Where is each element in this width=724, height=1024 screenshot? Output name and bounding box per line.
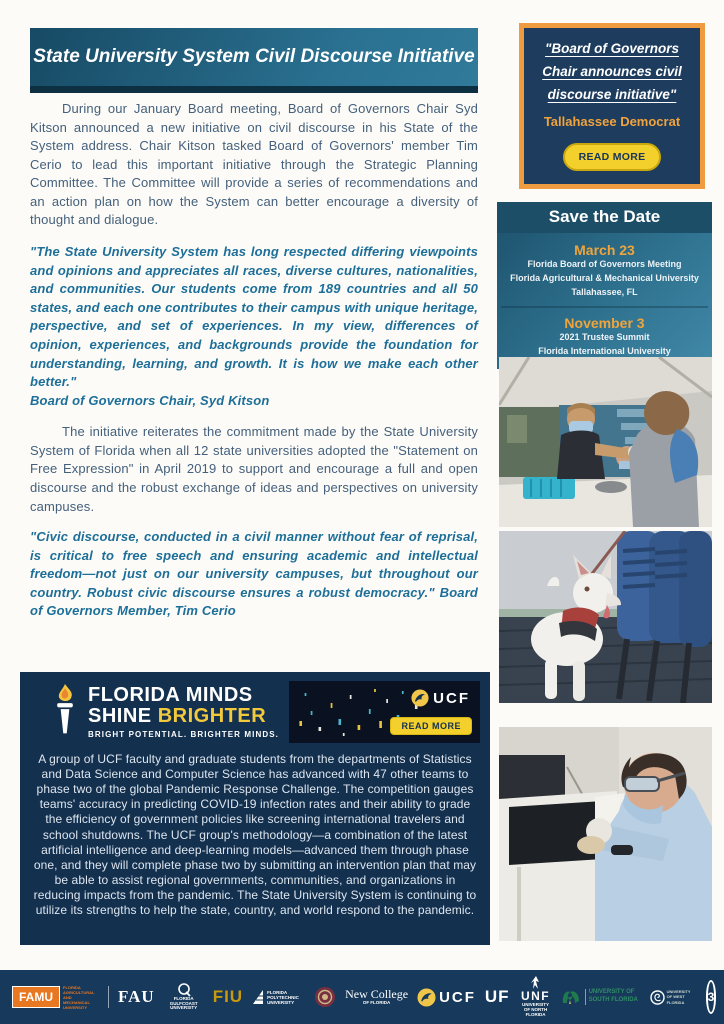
article-paragraph-2: The initiative reiterates the commitment made by the State University System of Florida when all 12 state universities adopted the "Statement on Free Expression" in April 2019 to support and encourage a full and open discourse and the robust exchange of ideas and perspectives on university campuses. bbox=[30, 424, 478, 514]
fpoly-logo bbox=[252, 989, 305, 1005]
ucf-wordmark: UCF bbox=[439, 988, 476, 1006]
ucf-read-more-button[interactable]: READ MORE bbox=[390, 717, 472, 735]
pegasus-icon bbox=[411, 689, 429, 707]
ucf-banner-logo bbox=[411, 689, 470, 707]
unf-wordmark: UNF bbox=[520, 989, 551, 1003]
event-detail: Florida Agricultural & Mechanical University bbox=[510, 272, 699, 283]
new-college-wordmark: New College bbox=[345, 986, 409, 1001]
page-number: 3 bbox=[707, 990, 715, 1004]
kitson-quote-attribution: Board of Governors Chair, Syd Kitson bbox=[30, 392, 270, 408]
brand-line-2 bbox=[88, 706, 279, 727]
fgcu-subtext: FLORIDA GULFCOAST UNIVERSITY bbox=[169, 995, 198, 1011]
university-logos-footer bbox=[0, 970, 724, 1024]
cerio-quote: "Civic discourse, conducted in a civil manner without fear of reprisal, is critical to free speech and ensuring academic and intellectual freedom—not just on our university campuses, but throughout our country. Robust civic discourse ensures a robust democracy." Board of Governors Member, Tim Cerio bbox=[30, 529, 478, 619]
ucf-banner bbox=[289, 681, 480, 743]
event-detail: Florida International University bbox=[538, 345, 671, 356]
news-callout-link[interactable]: "Board of Governors Chair announces civil discourse initiative" bbox=[542, 41, 682, 102]
brand-tagline: BRIGHT POTENTIAL. BRIGHTER MINDS. bbox=[88, 729, 279, 739]
article-paragraph-1: During our January Board meeting, Board of Governors Chair Syd Kitson announced a new initiative on civil discourse in his State of the System address. Chair Kitson tasked Board of Governors' member Tim Cerio to lead this important initiative through the Strategic Planning Committee. The Committee will provide a series of recommendations and an action plan on how the System can better encourage a diversity of thought and dialogue. bbox=[30, 101, 478, 228]
event-november-3 bbox=[501, 306, 708, 359]
uf-logo: UF bbox=[484, 987, 510, 1006]
logo-divider bbox=[108, 986, 109, 1008]
usf-wordmark: UNIVERSITY OF SOUTH FLORIDA bbox=[585, 989, 641, 1005]
ucf-banner-logo-text: UCF bbox=[433, 689, 470, 707]
photo-lab-researcher bbox=[499, 727, 712, 941]
torch-icon bbox=[52, 682, 78, 743]
fiu-logo: FIU bbox=[212, 987, 244, 1006]
fgcu-logo bbox=[164, 983, 204, 1012]
photo-dog-chairs bbox=[499, 531, 712, 703]
brand-line-1: FLORIDA MINDS bbox=[88, 683, 253, 706]
nautilus-icon bbox=[650, 990, 665, 1005]
florida-minds-brand bbox=[88, 685, 279, 739]
famu-subtext: FLORIDA AGRICULTURAL AND MECHANICAL UNIVERSITY bbox=[63, 984, 95, 1010]
fpoly-subtext: FLORIDA POLYTECHNIC UNIVERSITY bbox=[267, 989, 299, 1005]
fsu-seal-logo bbox=[314, 986, 336, 1008]
fau-logo: FAU bbox=[118, 987, 155, 1006]
news-callout-card bbox=[519, 23, 705, 189]
famu-wordmark: FAMU bbox=[12, 986, 60, 1008]
osprey-icon bbox=[528, 976, 544, 990]
eagle-seal-icon bbox=[177, 983, 191, 997]
unf-logo bbox=[519, 976, 553, 1018]
uwf-logo bbox=[650, 989, 697, 1005]
university-seal-icon bbox=[314, 986, 336, 1008]
pegasus-icon bbox=[417, 988, 436, 1007]
ucf-feature-box bbox=[20, 672, 490, 945]
uwf-subtext: UNIVERSITY OF WEST FLORIDA bbox=[666, 989, 691, 1005]
save-the-date-body bbox=[497, 233, 712, 369]
save-the-date-card bbox=[497, 202, 712, 369]
save-the-date-title: Save the Date bbox=[497, 202, 712, 233]
event-date: November 3 bbox=[564, 314, 645, 331]
event-detail: 2021 Trustee Summit bbox=[559, 331, 650, 342]
callout-read-more-button[interactable]: READ MORE bbox=[563, 143, 662, 171]
page-number-badge bbox=[706, 980, 717, 1014]
event-date: March 23 bbox=[574, 242, 635, 258]
kitson-quote: "The State University System has long respected differing viewpoints and opinions and appreciates all races, diverse cultures, nationalities, and communities. Our students come from 189 countries and all 50 states, and each one contributes to their campus with unique heritage, perspective, and set of experiences. In my view, differences of opinion, experiences, and backgrounds provide the foundation for understanding, learning, and growth. It is how we make each other better." bbox=[30, 244, 478, 390]
sail-icon bbox=[252, 989, 265, 1005]
ucf-feature-paragraph: A group of UCF faculty and graduate students from the departments of Statistics and Data Science and Computer Science has advanced with 47 other teams to phase two of the global Pandemic Response Challenge. The competition gauges teams' accuracy in predicting COVID-19 infection rates and their ability to grade the efficiency of government policies like screening international travelers and school shutdowns. The UCF group's methodology—a combination of the latest artificial intelligence and deep-learning models—advanced them through phase one, and they will complete phase two by submitting an intervention plan that may be able to assist regional governments, communities, and organizations in reducing impacts from the pandemic. The State University System is continuing to utilize its strengths to help the state, country, and world respond to the pandemic. bbox=[33, 752, 477, 918]
news-callout-source: Tallahassee Democrat bbox=[543, 113, 681, 129]
photo-vaccination-clinic bbox=[499, 357, 712, 527]
page-title-text: State University System Civil Discourse Initiative bbox=[33, 45, 475, 67]
event-detail: Florida Board of Governors Meeting bbox=[527, 259, 682, 269]
page-title bbox=[30, 28, 478, 93]
famu-logo bbox=[12, 985, 99, 1010]
article-body bbox=[30, 100, 478, 621]
usf-logo bbox=[562, 989, 641, 1005]
ucf-logo bbox=[417, 988, 476, 1007]
bull-horns-icon bbox=[562, 989, 582, 1005]
unf-subtext: UNIVERSITY OF NORTH FLORIDA bbox=[522, 1002, 550, 1018]
brand-brighter: BRIGHTER bbox=[157, 704, 267, 727]
new-college-logo bbox=[345, 988, 408, 1006]
event-march-23 bbox=[501, 242, 708, 300]
new-college-subtext: OF FLORIDA bbox=[362, 1000, 391, 1006]
event-detail: Tallahassee, FL bbox=[571, 286, 638, 297]
brand-shine: SHINE bbox=[88, 704, 152, 727]
ucf-feature-header bbox=[30, 680, 480, 744]
